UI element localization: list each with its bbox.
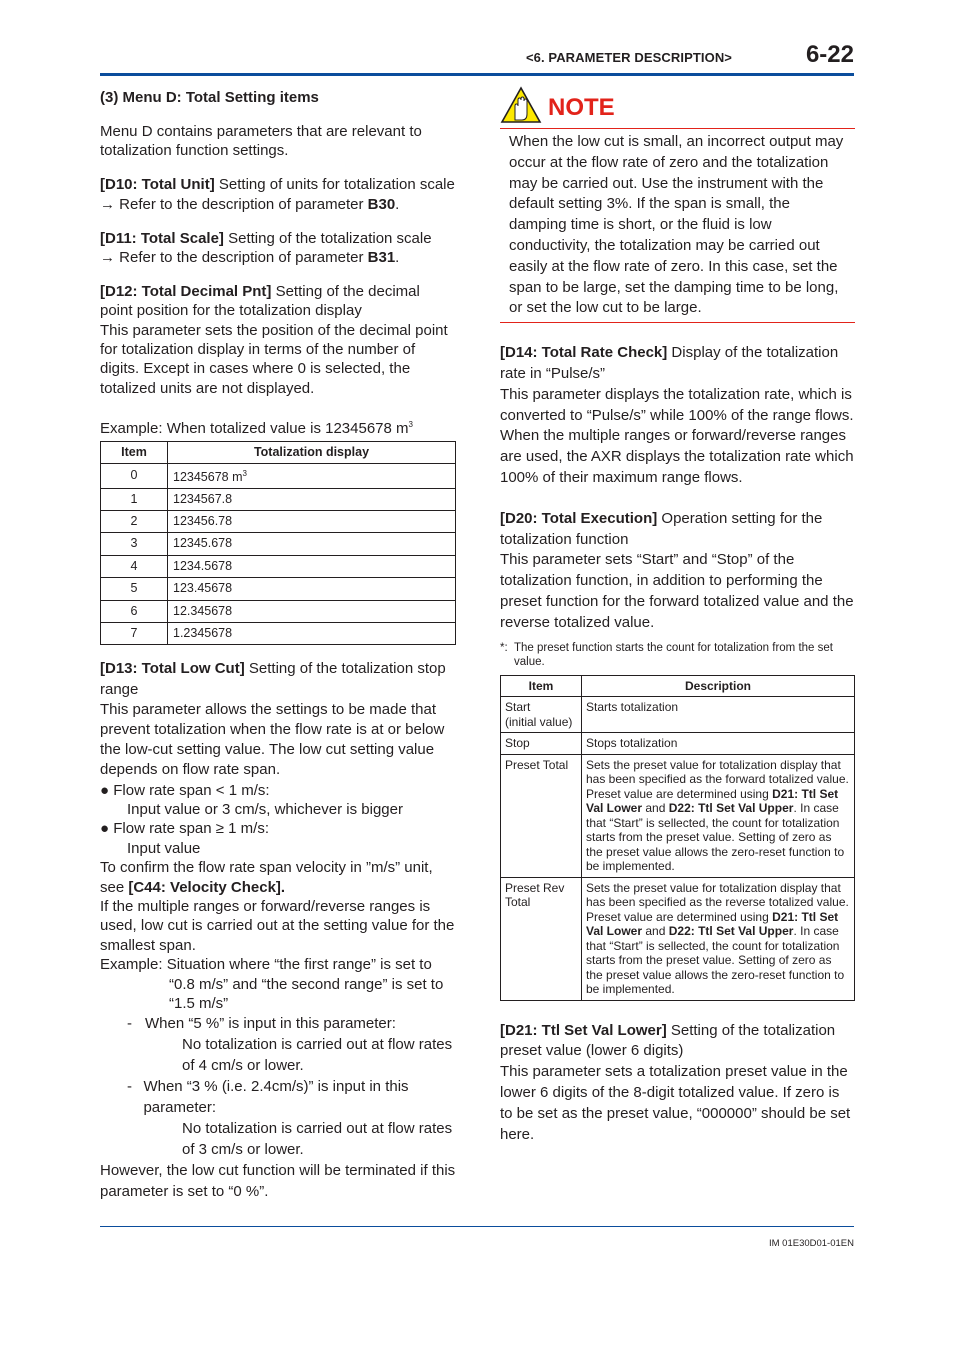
desc-param: D21: Ttl Set Val Lower [586, 786, 839, 816]
display-value: 12345678 m [173, 470, 243, 485]
doc-id: IM 01E30D01-01EN [768, 1238, 854, 1249]
d12-desc: Setting of the decimal point position for the totalization display [100, 282, 420, 320]
case-2 [100, 1076, 456, 1118]
dash-mark: - [127, 1015, 132, 1033]
however-text: However, the low cut function will be terminated if this parameter is set to “0 %”. [100, 1162, 456, 1201]
menu-intro: Menu D contains parameters that are relevant to totalization function settings. [100, 122, 422, 160]
confirm-pre: To confirm the flow rate span velocity in ”m/s” unit, see [100, 859, 433, 896]
d12-name: [D12: Total Decimal Pnt] [100, 282, 272, 300]
cell-desc [582, 754, 855, 877]
d10-name: [D10: Total Unit] [100, 176, 215, 194]
d21-desc: Setting of the totalization preset value (lower 6 digits) [500, 1021, 836, 1060]
multi-range-text: If the multiple ranges or forward/reverse ranges is used, low cut is carried out at the setting value for the smallest span. [100, 898, 455, 954]
table-row [501, 877, 855, 1000]
table-row [101, 622, 456, 644]
cell-item: Stop [501, 733, 582, 755]
desc-part: Sets the preset value for totalization display that has been specified as the forward totalized value. Preset value are determined using [586, 757, 849, 801]
section-subtitle: (3) Menu D: Total Setting items [100, 89, 319, 106]
note-header [500, 88, 855, 128]
case-1 [100, 1013, 456, 1034]
d14-desc: Display of the totalization rate in “Pulse/s” [500, 344, 839, 382]
dash-mark: - [127, 1078, 132, 1096]
cell-item: Preset Rev Total [501, 877, 582, 1000]
bullet-span-low: ● Flow rate span < 1 m/s: [100, 781, 270, 799]
table-row [101, 488, 456, 510]
d10-ref-param: B30 [367, 195, 396, 213]
example-situation-cont: “0.8 m/s” and “the second range” is set to “1.5 m/s” [169, 975, 444, 1013]
d20-name: [D20: Total Execution] [500, 509, 658, 527]
cell-display: 1234567.8 [168, 488, 456, 510]
desc-param: D21: Ttl Set Val Lower [586, 909, 839, 939]
d14-name: [D14: Total Rate Check] [500, 344, 668, 362]
cell-display: 12.345678 [168, 600, 456, 622]
col-item: Item [101, 441, 168, 463]
cell-display: 12345.678 [168, 533, 456, 555]
d14-body-1: This parameter displays the totalization rate, which is converted to “Pulse/s” while 100% of the range flows. [500, 385, 854, 424]
execution-table [500, 675, 855, 1001]
desc-param: D22: Ttl Set Val Upper [668, 924, 794, 939]
cell-desc [582, 877, 855, 1000]
table-row [501, 697, 855, 733]
d12-heading [100, 282, 456, 321]
right-column [500, 88, 855, 1145]
cell-item: 2 [101, 511, 168, 533]
d10-ref [100, 195, 456, 214]
preset-footnote [500, 641, 855, 670]
item-start-note: (initial value) [505, 714, 573, 729]
case-1-text: When “5 %” is input in this parameter: [145, 1015, 396, 1033]
d10-desc: Setting of units for totalization scale [214, 176, 455, 194]
d21-heading [500, 1021, 855, 1063]
decimal-table [100, 441, 456, 646]
d11-name: [D11: Total Scale] [100, 229, 224, 247]
cell-item: 7 [101, 622, 168, 644]
d13-heading [100, 659, 456, 699]
table-header-row [101, 441, 456, 463]
footer-rule [100, 1226, 854, 1227]
d11-heading [100, 229, 456, 248]
d11-desc: Setting of the totalization scale [223, 229, 432, 247]
bullet-span-low-value: Input value or 3 cm/s, whichever is bigger [127, 801, 403, 818]
d21-name: [D21: Ttl Set Val Lower] [500, 1021, 667, 1039]
table-row [101, 464, 456, 489]
cell-item: 0 [101, 464, 168, 489]
d20-desc: Operation setting for the totalization function [500, 509, 823, 548]
cell-display [168, 464, 456, 489]
note-text: When the low cut is small, an incorrect output may occur at the flow rate of zero and the totalization may be carried out. Use the instrument with the default setting 3%. If the span is small, the damping time is short, or the fluid is low conductivity, the totalization may be carried out easily at the flow rate of zero. In this case, set the span to be large, set the damping time to be long, or set the low cut to be large. [509, 133, 844, 317]
d20-body: This parameter sets “Start” and “Stop” of the totalization function, in addition to performing the preset function for the forward totalized value and the reverse totalized value. [500, 551, 854, 631]
case-1-result: No totalization is carried out at flow rates of 4 cm/s or lower. [182, 1036, 453, 1075]
desc-part: and [642, 924, 669, 939]
example-situation: Example: Situation where “the first range” is set to [100, 956, 432, 974]
left-column [100, 88, 456, 1202]
cell-display: 123.45678 [168, 578, 456, 600]
col-display: Totalization display [168, 441, 456, 463]
cell-item: Preset Total [501, 754, 582, 877]
d20-heading [500, 509, 855, 551]
display-sup: 3 [242, 469, 247, 479]
bullet-span-high-value: Input value [127, 839, 201, 857]
example-line [100, 415, 456, 438]
cell-item: 1 [101, 488, 168, 510]
d21-body: This parameter sets a totalization preset value in the lower 6 digits of the 8-digit totalized value. If zero is to be set as the preset value, “000000” should be set here. [500, 1063, 851, 1143]
d10-ref-end: . [395, 195, 400, 213]
cell-item: 5 [101, 578, 168, 600]
d12-body: This parameter sets the position of the decimal point for totalization display in terms of the number of digits. Except in cases where 0 is selected, the totalized units are not displayed. [100, 321, 448, 397]
confirm-text [100, 858, 456, 897]
col-description: Description [582, 675, 855, 697]
desc-part: . In case that “Start” is sellected, the count for totalization starts from the preset value. Setting of zero as the preset value allows the zero-reset function to be implemented. [586, 801, 845, 874]
case-2-text: When “3 % (i.e. 2.4cm/s)” is input in this parameter: [143, 1078, 409, 1117]
cell-desc: Starts totalization [582, 697, 855, 733]
d14-heading [500, 343, 855, 385]
cell-display: 1.2345678 [168, 622, 456, 644]
case-2-result: No totalization is carried out at flow rates of 3 cm/s or lower. [182, 1120, 453, 1159]
col-item: Item [501, 675, 582, 697]
example-text: Example: When totalized value is 12345678 m [100, 420, 409, 438]
d11-ref-end: . [395, 248, 400, 266]
cell-display: 1234.5678 [168, 555, 456, 577]
d11-ref-param: B31 [367, 248, 396, 266]
table-row [501, 733, 855, 755]
d11-ref-text: → Refer to the description of parameter [100, 248, 368, 266]
confirm-param: [C44: Velocity Check]. [128, 878, 286, 896]
table-row [101, 578, 456, 600]
d13-name: [D13: Total Low Cut] [100, 660, 245, 678]
header-rule [100, 73, 854, 76]
d11-ref [100, 248, 456, 267]
table-row [101, 555, 456, 577]
example-sup: 3 [408, 420, 413, 430]
footnote-text: The preset function starts the count for totalization from the set value. [514, 641, 833, 669]
table-row [101, 600, 456, 622]
page-number: 6-22 [805, 41, 854, 68]
desc-param: D22: Ttl Set Val Upper [668, 801, 794, 816]
d14-body-2: When the multiple ranges or forward/reverse ranges are used, the AXR displays the totalization rate which 100% of their maximum range flows. [500, 427, 854, 486]
d10-ref-text: → Refer to the description of parameter [100, 195, 368, 213]
table-row [501, 754, 855, 877]
cell-display: 123456.78 [168, 511, 456, 533]
cell-item: 6 [101, 600, 168, 622]
desc-part: and [642, 801, 669, 816]
footnote-mark: *: [500, 641, 508, 654]
bullet-span-high: ● Flow rate span ≥ 1 m/s: [100, 820, 270, 838]
table-row [101, 511, 456, 533]
table-row [101, 533, 456, 555]
cell-item [501, 697, 582, 733]
d13-desc: Setting of the totalization stop range [100, 660, 446, 698]
header-section: <6. PARAMETER DESCRIPTION> [525, 50, 732, 65]
table-header-row [501, 675, 855, 697]
item-start: Start [505, 700, 531, 715]
d10-heading [100, 175, 456, 194]
cell-item: 3 [101, 533, 168, 555]
hand-warning-icon [500, 86, 542, 129]
cell-desc: Stops totalization [582, 733, 855, 755]
cell-item: 4 [101, 555, 168, 577]
desc-part: Sets the preset value for totalization display that has been specified as the reverse totalized value. Preset value are determined using [586, 880, 849, 924]
d13-body: This parameter allows the settings to be made that prevent totalization when the flow rate is at or below the low-cut setting value. The low cut setting value depends on flow rate span. [100, 700, 445, 779]
desc-part: . In case that “Start” is sellected, the count for totalization starts from the preset value. Setting of zero as the preset value allows the zero-reset function to be implemented. [586, 924, 845, 997]
note-title: NOTE [548, 94, 615, 122]
